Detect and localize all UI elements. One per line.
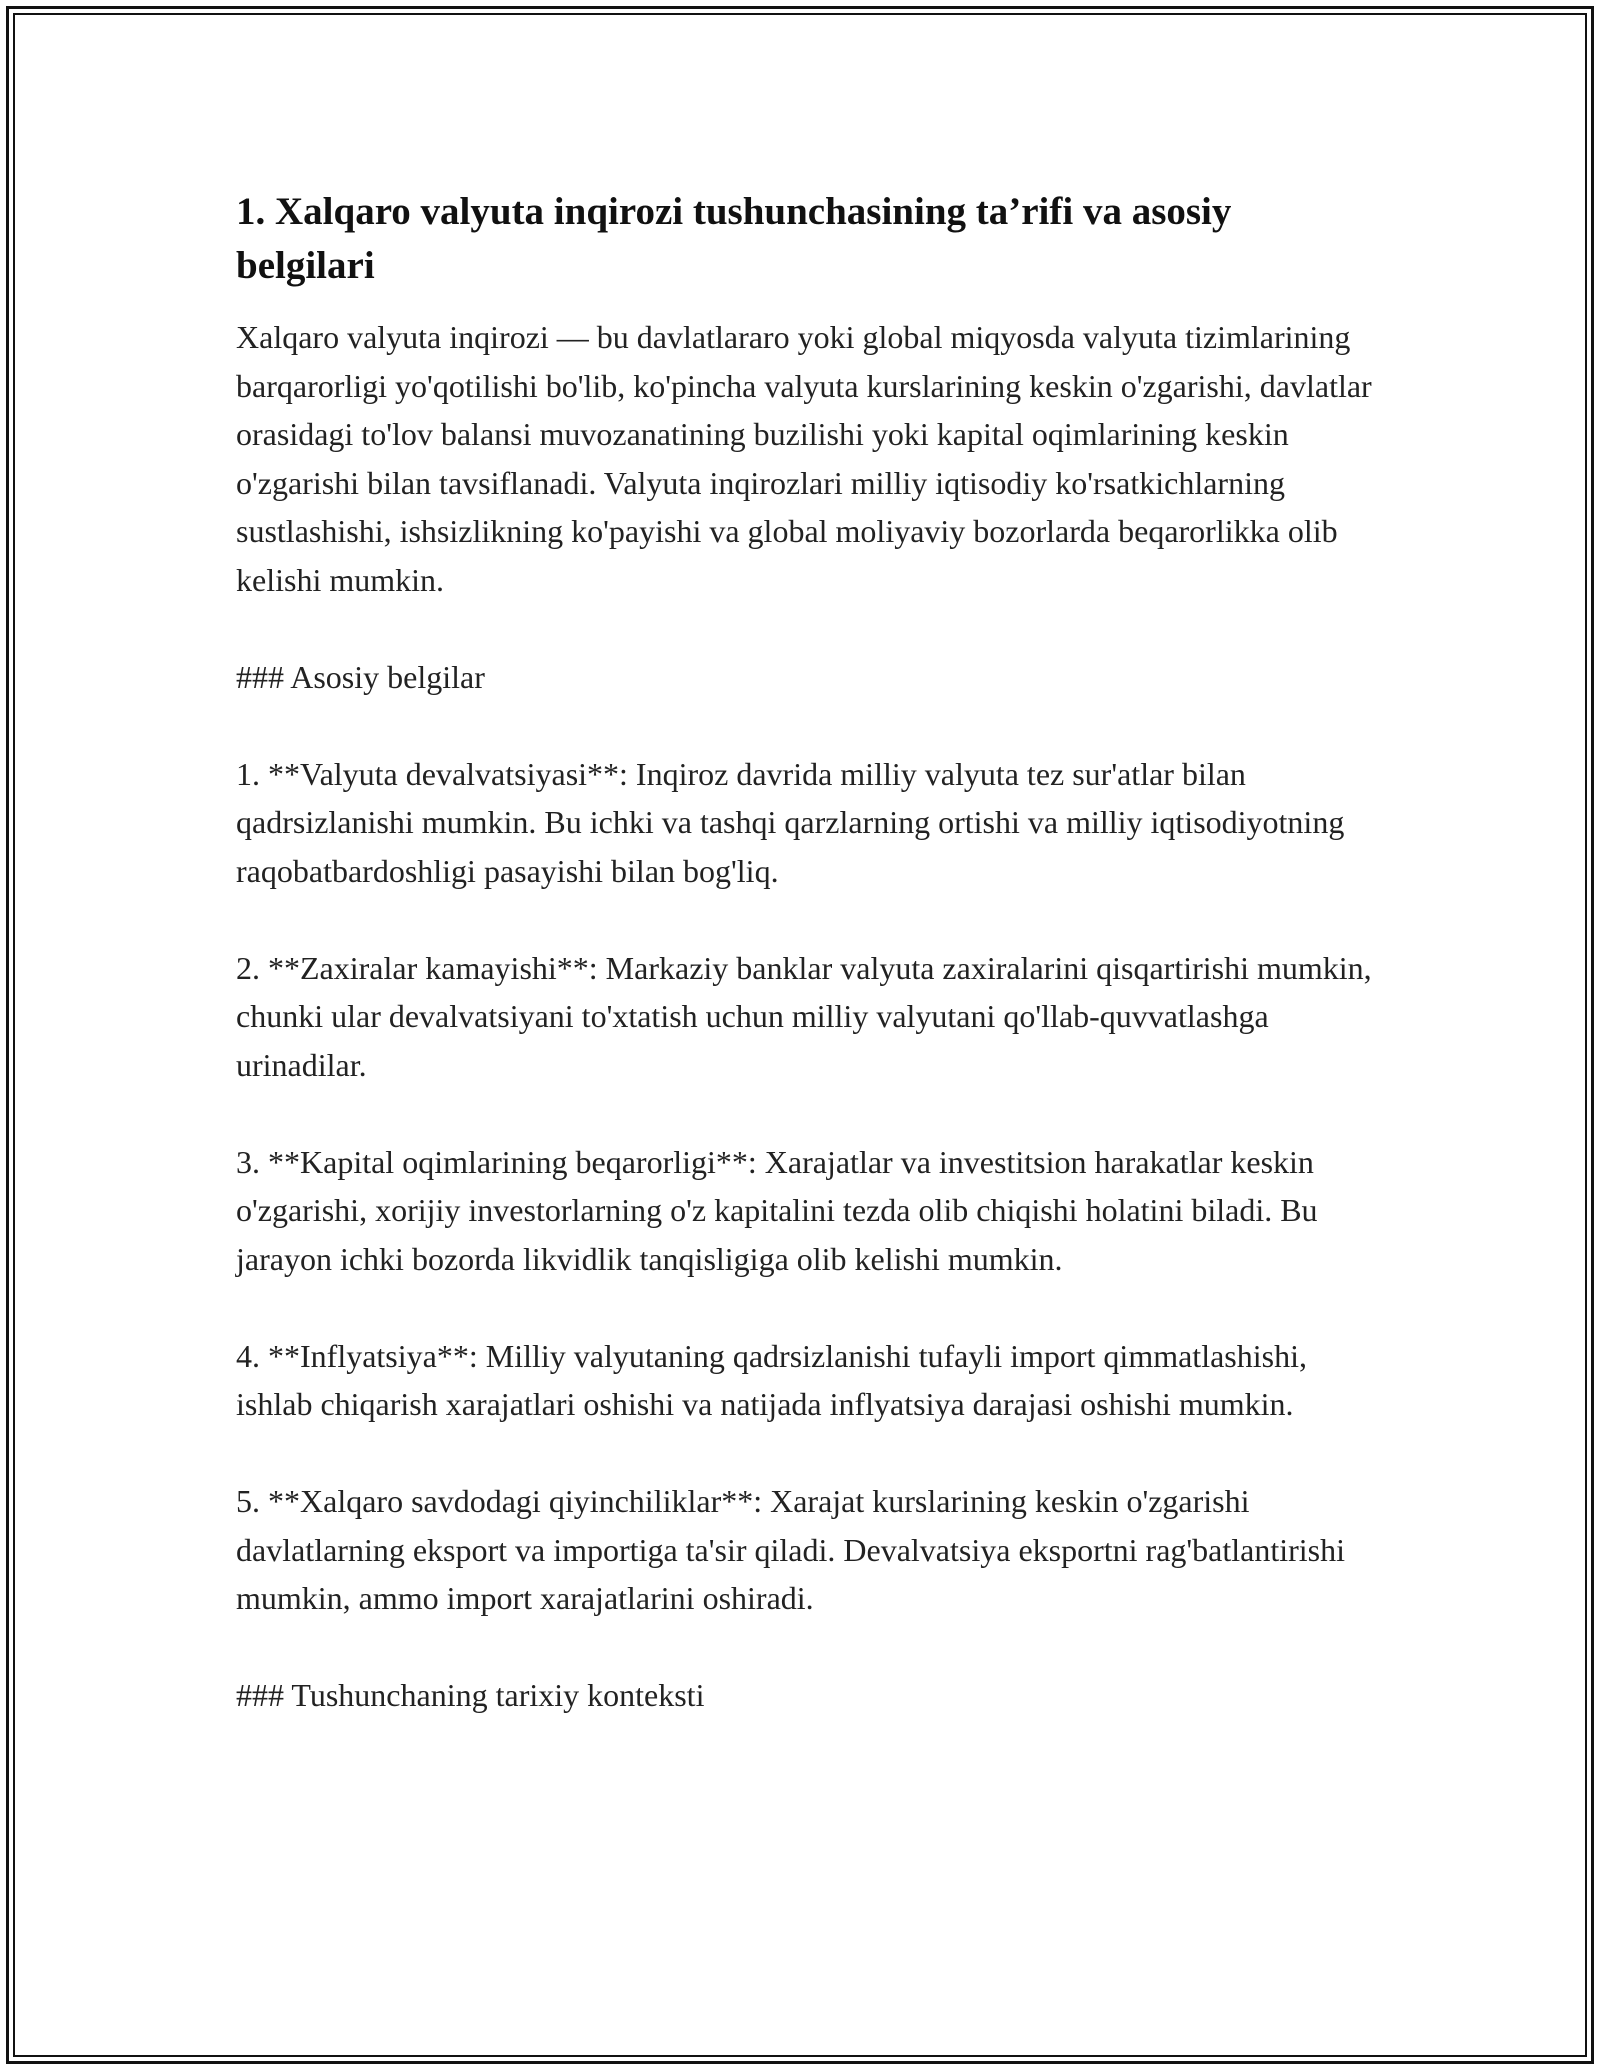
list-item: 4. **Inflyatsiya**: Milliy valyutaning qadrsizlanishi tufayli import qimmatlashishi, ishlab chiqarish xarajatlari oshishi va natijada inflyatsiya darajasi oshishi mumkin. — [236, 1337, 1307, 1422]
document-title: 1. Xalqaro valyuta inqirozi tushunchasining ta’rifi va asosiy belgilari — [236, 190, 1232, 287]
intro-paragraph: Xalqaro valyuta inqirozi — bu davlatlararo yoki global miqyosda valyuta tizimlarining barqarorligi yo'qotilishi bo'lib, ko'pincha valyuta kurslarining keskin o'zgarishi, davlatlar orasidagi to'lov balansi muvozanatining buzilishi yoki kapital oqimlarining keskin o'zgarishi bilan tavsiflanadi. Valyuta inqirozlari milliy iqtisodiy ko'rsatkichlarning sustlashishi, ishsizlikning ko'payishi va global moliyaviy bozorlarda beqarorlikka olib kelishi mumkin. — [236, 319, 1372, 598]
document-body — [236, 185, 1376, 1720]
list-item: 1. **Valyuta devalvatsiyasi**: Inqiroz davrida milliy valyuta tez sur'atlar bilan qadrsizlanishi mumkin. Bu ichki va tashqi qarzlarning ortishi va milliy iqtisodiyotning raqobatbardoshligi pasayishi bilan bog'liq. — [236, 755, 1345, 889]
section-heading-tarixiy-kontekst: ### Tushunchaning tarixiy konteksti — [236, 1677, 705, 1713]
section-heading-asosiy-belgilar: ### Asosiy belgilar — [236, 658, 485, 695]
list-item: 5. **Xalqaro savdodagi qiyinchiliklar**: Xarajat kurslarining keskin o'zgarishi davlatlarning eksport va importiga ta'sir qiladi. Devalvatsiya eksportni rag'batlantirishi mumkin, ammo import xarajatlarini oshiradi. — [236, 1483, 1346, 1616]
list-item: 3. **Kapital oqimlarining beqarorligi**: Xarajatlar va investitsion harakatlar keskin o'zgarishi, xorijiy investorlarning o'z kapitalini tezda olib chiqishi holatini biladi. Bu jarayon ichki bozorda likvidlik tanqisligiga olib kelishi mumkin. — [236, 1143, 1318, 1277]
list-item: 2. **Zaxiralar kamayishi**: Markaziy banklar valyuta zaxiralarini qisqartirishi mumkin, chunki ular devalvatsiyani to'xtatish uchun milliy valyutani qo'llab-quvvatlashga urinadilar. — [236, 949, 1372, 1083]
